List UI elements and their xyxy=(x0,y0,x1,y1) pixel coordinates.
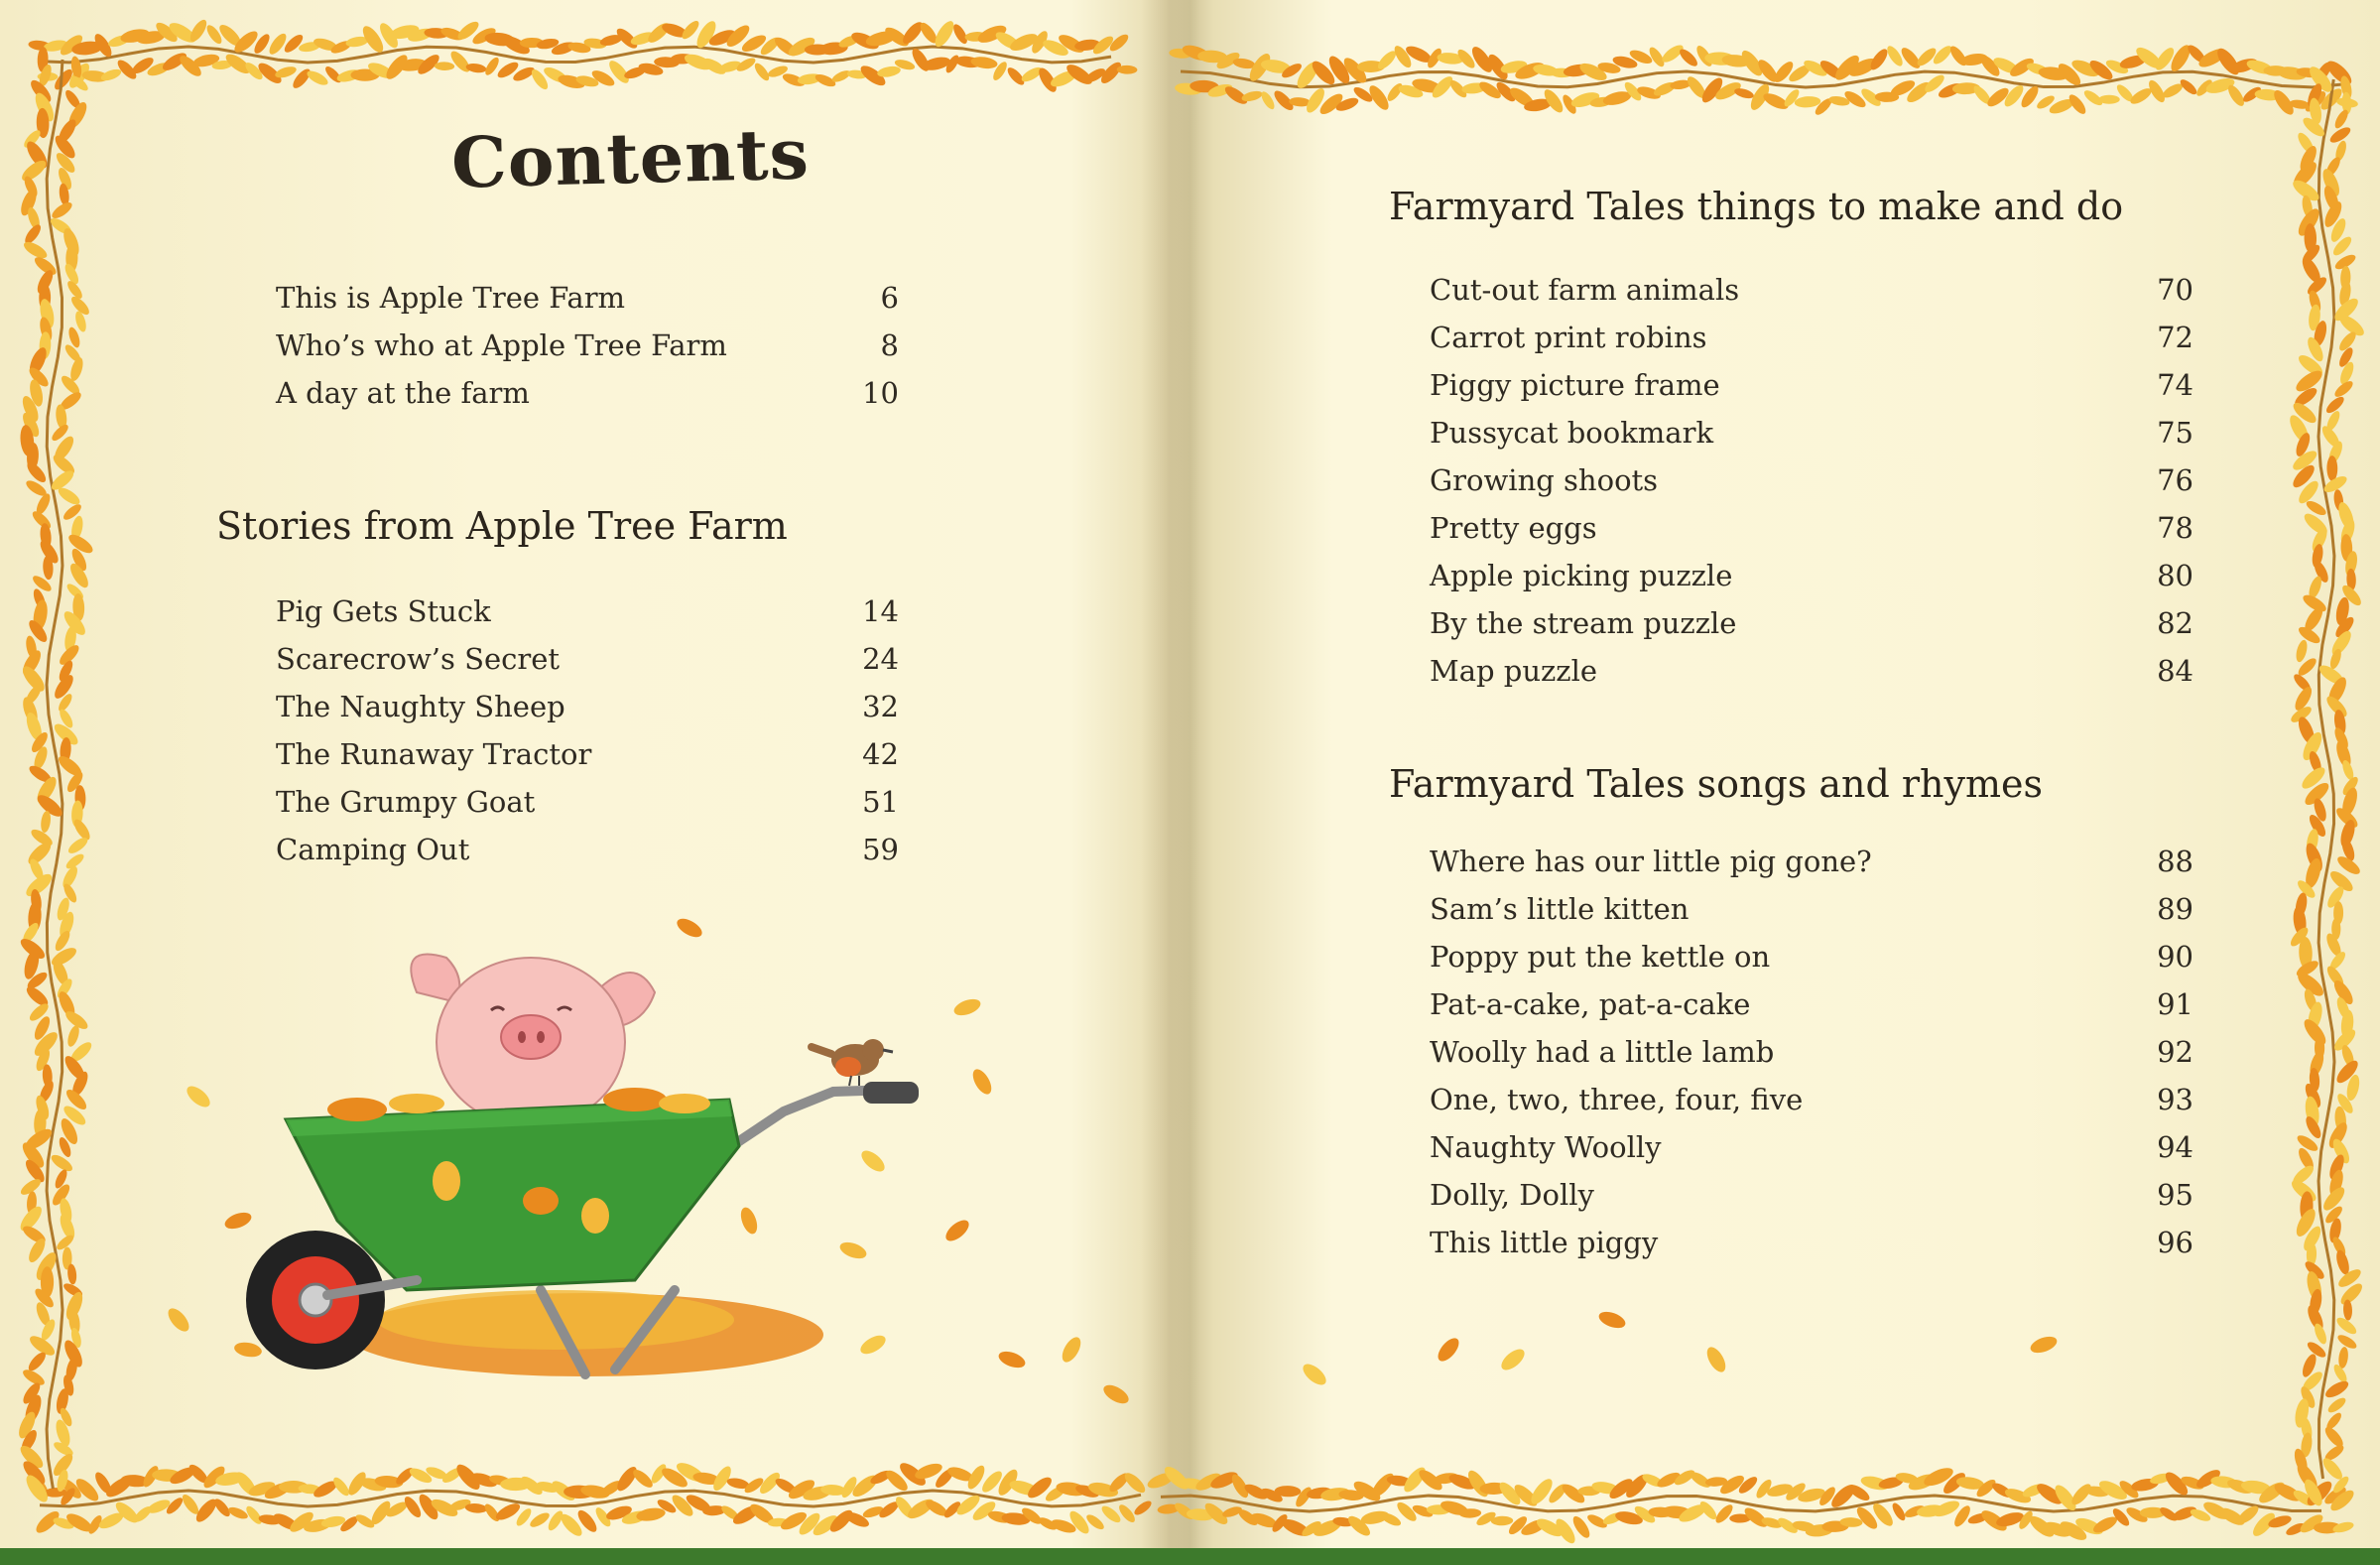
falling-leaf-icon xyxy=(233,1341,263,1360)
toc-entry-title: Scarecrow’s Secret xyxy=(276,642,561,676)
toc-entry-page: 24 xyxy=(862,642,899,676)
toc-entry-title: Pat-a-cake, pat-a-cake xyxy=(1430,987,1751,1021)
toc-entry-page: 42 xyxy=(862,737,899,771)
falling-leaf-icon xyxy=(2028,1334,2059,1357)
toc-entry-page: 96 xyxy=(2157,1226,2193,1259)
toc-entry-title: Naughty Woolly xyxy=(1430,1130,1662,1164)
toc-entry-page: 72 xyxy=(2157,321,2193,354)
toc-entry-title: By the stream puzzle xyxy=(1430,606,1737,640)
falling-leaf-icon xyxy=(1435,1335,1463,1365)
toc-entry-page: 8 xyxy=(880,328,899,362)
toc-entry-page: 89 xyxy=(2157,892,2193,926)
falling-leaf-icon xyxy=(674,915,704,941)
make-and-do-heading: Farmyard Tales things to make and do xyxy=(1389,185,2124,228)
falling-leaf-icon xyxy=(1596,1309,1627,1332)
toc-entry-title: Map puzzle xyxy=(1430,654,1598,688)
toc-entry-page: 76 xyxy=(2157,463,2193,497)
falling-leaf-icon xyxy=(858,1147,888,1176)
toc-entry-page: 94 xyxy=(2157,1130,2193,1164)
toc-entry-page: 32 xyxy=(862,690,899,723)
toc-entry-page: 75 xyxy=(2157,416,2193,450)
falling-leaf-icon xyxy=(837,1239,868,1262)
falling-leaf-icon xyxy=(1703,1344,1729,1374)
toc-entry-title: Dolly, Dolly xyxy=(1430,1178,1594,1212)
toc-entry-page: 6 xyxy=(880,281,899,315)
toc-entry-page: 88 xyxy=(2157,845,2193,878)
toc-entry-page: 10 xyxy=(862,376,899,410)
toc-entry-page: 84 xyxy=(2157,654,2193,688)
toc-entry-title: Cut-out farm animals xyxy=(1430,273,1740,307)
toc-entry-page: 14 xyxy=(862,594,899,628)
toc-entry-title: Apple picking puzzle xyxy=(1430,559,1733,592)
toc-entry-page: 90 xyxy=(2157,940,2193,974)
falling-leaf-icon xyxy=(969,1066,995,1097)
toc-entry-title: A day at the farm xyxy=(276,376,530,410)
toc-entry-title: The Runaway Tractor xyxy=(276,737,592,771)
toc-entry-page: 74 xyxy=(2157,368,2193,402)
falling-leaf-icon xyxy=(165,1305,193,1335)
falling-leaf-icon xyxy=(951,996,982,1019)
songs-heading: Farmyard Tales songs and rhymes xyxy=(1389,762,2044,806)
toc-entry-page: 80 xyxy=(2157,559,2193,592)
falling-leaf-icon xyxy=(1059,1334,1084,1365)
falling-leaf-icon xyxy=(184,1083,213,1111)
toc-entry-title: The Grumpy Goat xyxy=(276,785,536,819)
toc-entry-title: Growing shoots xyxy=(1430,463,1659,497)
toc-entry-title: One, two, three, four, five xyxy=(1430,1083,1804,1116)
toc-entry-page: 91 xyxy=(2157,987,2193,1021)
toc-entry-title: Where has our little pig gone? xyxy=(1430,845,1872,878)
toc-entry-title: Sam’s little kitten xyxy=(1430,892,1690,926)
falling-leaf-icon xyxy=(1498,1346,1528,1374)
falling-leaf-icon xyxy=(942,1217,972,1245)
toc-entry-page: 95 xyxy=(2157,1178,2193,1212)
toc-entry-title: Woolly had a little lamb xyxy=(1430,1035,1775,1069)
falling-leaf-icon xyxy=(857,1332,888,1358)
toc-entry-title: Camping Out xyxy=(276,833,470,866)
stories-heading: Stories from Apple Tree Farm xyxy=(216,504,788,548)
falling-leaf-icon xyxy=(1100,1381,1131,1407)
toc-entry-title: Pig Gets Stuck xyxy=(276,594,491,628)
toc-entry-title: Pretty eggs xyxy=(1430,511,1597,545)
toc-entry-title: Poppy put the kettle on xyxy=(1430,940,1771,974)
toc-entry-page: 51 xyxy=(862,785,899,819)
toc-entry-page: 59 xyxy=(862,833,899,866)
toc-entry-page: 82 xyxy=(2157,606,2193,640)
toc-entry-page: 92 xyxy=(2157,1035,2193,1069)
toc-entry-title: This is Apple Tree Farm xyxy=(276,281,626,315)
toc-entry-title: This little piggy xyxy=(1430,1226,1659,1259)
toc-entry-title: Piggy picture frame xyxy=(1430,368,1720,402)
toc-entry-page: 78 xyxy=(2157,511,2193,545)
toc-entry-title: Who’s who at Apple Tree Farm xyxy=(276,328,727,362)
toc-entry-title: Pussycat bookmark xyxy=(1430,416,1714,450)
falling-leaf-icon xyxy=(738,1205,761,1236)
toc-entry-page: 93 xyxy=(2157,1083,2193,1116)
falling-leaf-icon xyxy=(1300,1361,1329,1389)
falling-leaf-icon xyxy=(996,1349,1027,1371)
toc-entry-title: Carrot print robins xyxy=(1430,321,1707,354)
toc-entry-page: 70 xyxy=(2157,273,2193,307)
page-title: Contents xyxy=(449,112,811,204)
toc-entry-title: The Naughty Sheep xyxy=(276,690,565,723)
falling-leaf-icon xyxy=(222,1210,253,1233)
